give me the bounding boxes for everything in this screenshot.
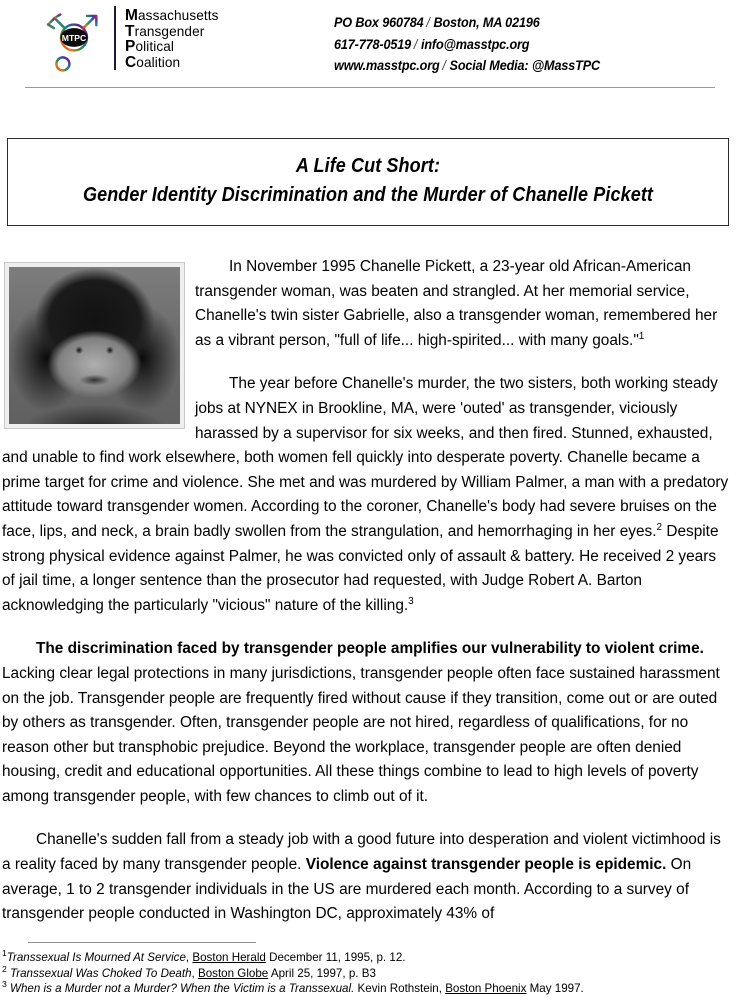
paragraph-4-text-a: Chanelle's sudden fall from a steady job with a good future into desperation and violent victimhood is a reality faced by many transgender people. bbox=[2, 831, 721, 874]
portrait-photo-chanelle-pickett bbox=[4, 262, 185, 429]
page-title-line-1: A Life Cut Short: bbox=[295, 154, 441, 177]
org-name-rest: oalition bbox=[136, 54, 181, 70]
footnote-article-title: When is a Murder not a Murder? When the Victim is a Transsexual. bbox=[6, 982, 355, 996]
paragraph-1-text: In November 1995 Chanelle Pickett, a 23-year old African-American transgender woman, was beaten and strangled. At her memorial service, Chanelle's twin sister Gabrielle, also a transgender woman, remembered her as a vibrant person, "full of life... high-spirited... with many goals." bbox=[195, 258, 718, 349]
footnote-number: 1 bbox=[2, 948, 7, 959]
po-box-text: PO Box 960784 bbox=[334, 15, 424, 30]
city-state-zip-text: Boston, MA 02196 bbox=[433, 15, 540, 30]
paragraph-4-bold-phrase: Violence against transgender people is epidemic. bbox=[305, 856, 667, 874]
contact-separator: / bbox=[442, 58, 446, 73]
footnote-comma: , bbox=[191, 966, 198, 980]
phone-number[interactable]: 617-778-0519 bbox=[334, 36, 412, 52]
logo-center-text: MTPC bbox=[61, 32, 87, 43]
contact-line-web-social bbox=[334, 55, 600, 77]
org-name-initial: P bbox=[125, 38, 136, 55]
page-title-line-2: Gender Identity Discrimination and the Murder of Chanelle Pickett bbox=[82, 183, 654, 206]
contact-separator: / bbox=[426, 15, 430, 30]
footnote-number: 3 bbox=[2, 979, 7, 990]
org-name-initial: C bbox=[125, 53, 137, 71]
footnote-publication: Boston Phoenix bbox=[445, 982, 527, 996]
email-address[interactable]: info@masstpc.org bbox=[420, 36, 530, 52]
contact-line-phone-email bbox=[334, 34, 600, 56]
footnote-separator-rule bbox=[28, 942, 256, 943]
organization-branding bbox=[38, 6, 288, 80]
contact-separator: / bbox=[413, 36, 418, 52]
org-name-line bbox=[125, 39, 219, 55]
document-header bbox=[0, 0, 737, 80]
mtpc-transgender-symbol-logo bbox=[38, 8, 110, 80]
footnote-author: Kevin Rothstein, bbox=[357, 982, 446, 996]
footnote-detail: April 25, 1997, p. B3 bbox=[268, 966, 376, 980]
footnote-number: 2 bbox=[2, 963, 7, 974]
org-name-line bbox=[125, 8, 219, 24]
org-name-rest: ransgender bbox=[134, 23, 205, 39]
paragraph-4 bbox=[2, 828, 731, 926]
social-media-handle[interactable]: Social Media: @MassTPC bbox=[449, 58, 600, 73]
website-url[interactable]: www.masstpc.org bbox=[334, 58, 440, 73]
footnote-marker-3[interactable]: 3 bbox=[408, 595, 414, 607]
org-name-line bbox=[125, 55, 219, 71]
org-name-rest: assachusetts bbox=[138, 8, 219, 23]
document-body bbox=[0, 255, 737, 927]
paragraph-2-text-a: The year before Chanelle's murder, the two sisters, both working steady jobs at NYNEX in Brookline, MA, were 'outed' as transgender, viciously harassed by a supervisor for six weeks, and then fired. Stunned, exhausted, and unable to find work elsewhere, both women fell quickly into desperate poverty. Chanelle became a prime target for crime and violence. She met and was murdered by William Palmer, a man with a predatory attitude toward transgender women. According to the coroner, Chanelle's body had severe bruises on the face, lips, and neck, a brain badly swollen from the strangulation, and hemorrhaging in her eyes. bbox=[2, 375, 729, 540]
org-name-initial: T bbox=[125, 22, 135, 40]
paragraph-3 bbox=[2, 637, 731, 809]
org-name-line bbox=[125, 24, 219, 40]
contact-line-address bbox=[334, 12, 600, 34]
footnote-item bbox=[2, 963, 735, 982]
footnote-publication: Boston Globe bbox=[197, 966, 269, 980]
paragraph-3-bold-lead: The discrimination faced by transgender people amplifies our vulnerability to violent crime. bbox=[36, 640, 704, 658]
footnotes-section bbox=[2, 942, 735, 997]
contact-info bbox=[334, 6, 600, 77]
organization-name bbox=[114, 6, 219, 70]
footnote-item bbox=[2, 950, 735, 966]
footnote-comma: , bbox=[185, 951, 193, 965]
footnote-publication: Boston Herald bbox=[192, 951, 266, 965]
footnote-item bbox=[2, 981, 735, 997]
footnote-article-title: Transsexual Is Mourned At Service bbox=[6, 951, 186, 965]
document-title-box bbox=[7, 138, 729, 226]
paragraph-4-text-b: On average, 1 to 2 transgender individuals in the US are murdered each month. According to a survey of transgender people conducted in Washington DC, approximately 43% of bbox=[2, 856, 692, 923]
footnote-marker-2[interactable]: 2 bbox=[656, 521, 663, 533]
paragraph-3-text: Lacking clear legal protections in many jurisdictions, transgender people often face sustained harassment on the job. Transgender people are frequently fired without cause if they transition, come out or are outed by others as transgender. Often, transgender people are not hired, regardless of qualifications, for no reason other but transphobic prejudice. Beyond the workplace, transgender people are often denied housing, credit and educational opportunities. All these things combine to lead to high levels of poverty among transgender people, with few chances to climb out of it. bbox=[2, 664, 720, 805]
paragraph-2-text-b: Despite strong physical evidence against Palmer, he was convicted only of assault & battery. He received 2 years of jail time, a longer sentence than the prosecutor had requested, with Judge Robert A. Barton acknowledging the particularly "vicious" nature of the killing. bbox=[2, 522, 719, 614]
portrait-image bbox=[9, 267, 180, 424]
org-name-initial: M bbox=[125, 7, 139, 24]
header-divider-rule bbox=[25, 87, 715, 88]
footnote-article-title: Transsexual Was Choked To Death bbox=[6, 966, 192, 980]
footnote-marker-1[interactable]: 1 bbox=[638, 330, 645, 342]
footnote-detail: May 1997. bbox=[526, 982, 584, 996]
org-name-rest: olitical bbox=[135, 39, 175, 54]
footnote-detail: December 11, 1995, p. 12. bbox=[265, 951, 406, 965]
